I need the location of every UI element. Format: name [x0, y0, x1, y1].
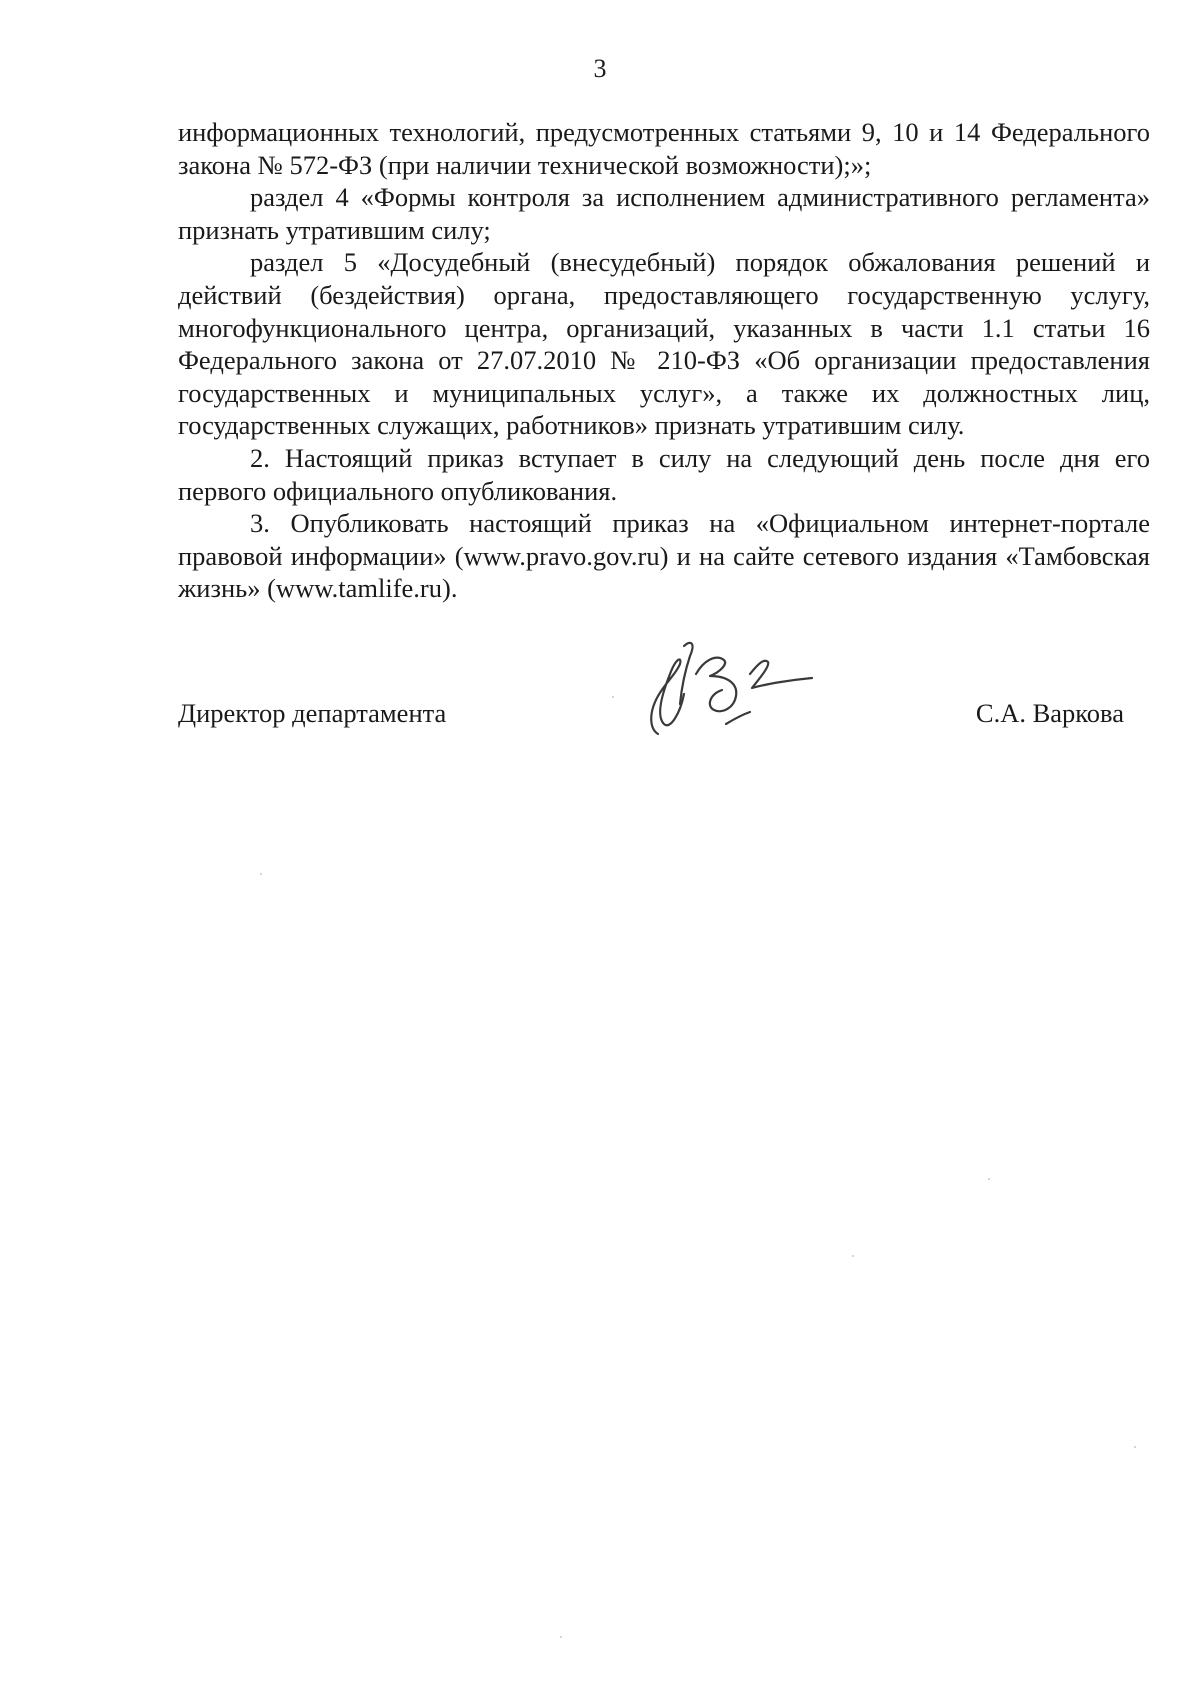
scan-speck: [852, 1255, 854, 1257]
paragraph-item-3: 3. Опубликовать настоящий приказ на «Официальном интернет-портале правовой информации» (www.pravo.gov.ru) и на сайте сетевого издания «Тамбовская жизнь» (www.tamlife.ru).: [178, 508, 1150, 604]
paragraph-section-5: раздел 5 «Досудебный (внесудебный) порядок обжалования решений и действий (бездействия) органа, предоставляющего государственную услугу, многофункционального центра, организаций, указанных в части 1.1 статьи 16 Федерального закона от 27.07.2010 № 210-ФЗ «Об организации предоставления государственных и муниципальных услуг», а также их должностных лиц, государственных служащих, работников» признать утратившим силу.: [178, 247, 1150, 441]
scan-speck: [988, 1178, 990, 1180]
paragraph-continuation: информационных технологий, предусмотренных статьями 9, 10 и 14 Федерального закона № 572-ФЗ (при наличии технической возможности);»;: [178, 117, 1150, 180]
scan-speck: [612, 696, 614, 698]
scan-speck: [260, 873, 262, 875]
paragraph-item-2: 2. Настоящий приказ вступает в силу на следующий день после дня его первого официального опубликования.: [178, 442, 1150, 506]
scan-speck: [1134, 1446, 1136, 1448]
signer-name: С.А. Варкова: [975, 698, 1124, 728]
signer-position: Директор департамента: [178, 698, 447, 728]
scan-speck: [560, 1636, 562, 1638]
handwritten-signature-icon: [640, 634, 830, 744]
paragraph-section-4: раздел 4 «Формы контроля за исполнением административного регламента» признать утратившим силу;: [178, 182, 1150, 245]
document-body: [178, 116, 1150, 605]
page-number: 3: [593, 54, 607, 83]
